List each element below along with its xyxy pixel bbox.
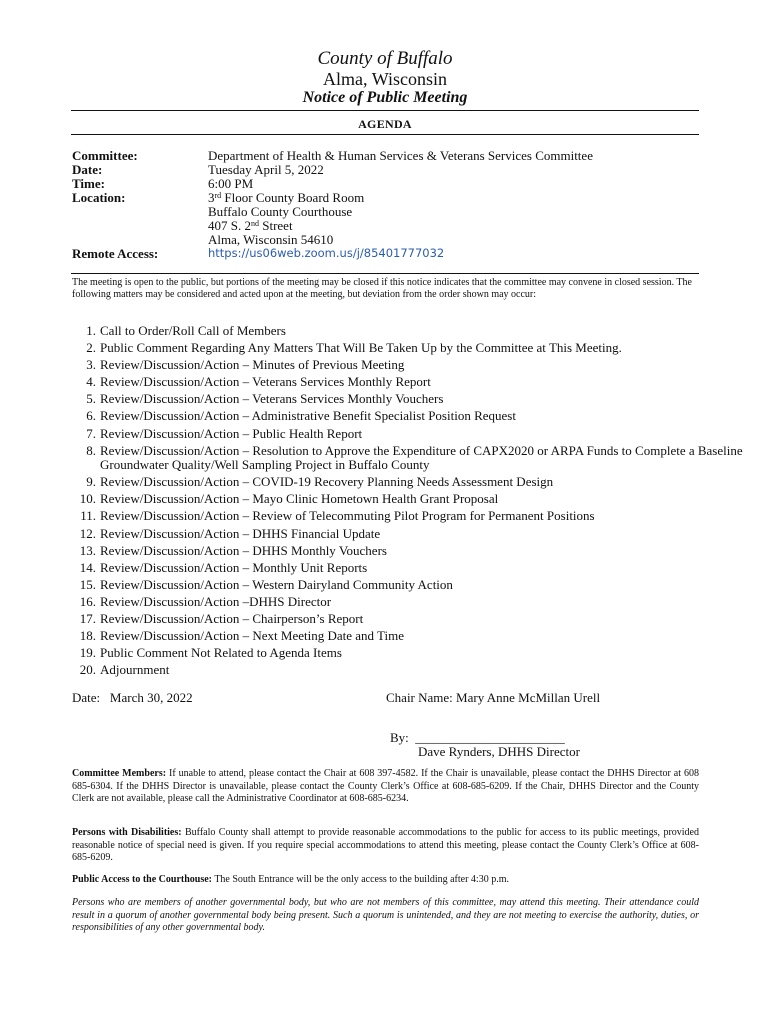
agenda-item-text: Review/Discussion/Action – Mayo Clinic Hometown Health Grant Proposal [100, 491, 499, 507]
agenda-item [72, 595, 770, 610]
city-title: Alma, Wisconsin [323, 69, 447, 89]
county-title: County of Buffalo [317, 48, 453, 69]
location-line-2: Buffalo County Courthouse [208, 204, 353, 219]
agenda-item-text: Review/Discussion/Action – Public Health Report [100, 425, 363, 441]
committee-members-note: Committee Members: If unable to attend, please contact the Chair at 608 397-4582. If the Chair is unavailable, please contact the DHHS Director at 608 685-6304. If the DHHS Director is unavailable, please contact the County Clerk’s Office at 608-685-6209. If the Chair, DHHS Director and the County Clerk are not available, please call the Administrative Coordinator at 608-685-6234. [72, 768, 699, 804]
agenda-item-number: 2. [86, 340, 96, 356]
intro-text: The meeting is open to the public, but portions of the meeting may be closed if this notice indicates that the committee may convene in closed session. The following matters may be considered and acted upon at the meeting, but deviation from the order shown may occur: [72, 277, 692, 300]
disabilities-note: Persons with Disabilities: Buffalo County shall attempt to provide reasonable accommodations to the public for access to its public meetings, provided reasonable notice of special need is given. If you require special accommodations to attend this meeting, please contact the County Clerk’s Office at 608-685-6209. [72, 827, 699, 863]
agenda-item-text: Public Comment Not Related to Agenda Items [100, 645, 342, 661]
agenda-item-number: 4. [86, 374, 96, 390]
courthouse-access-note: Public Access to the Courthouse: The South Entrance will be the only access to the building after 4:30 p.m. [72, 874, 509, 885]
agenda-item-text: Review/Discussion/Action – Western Dairyland Community Action [100, 576, 453, 592]
agenda-item [72, 375, 770, 390]
agenda-item-number: 1. [86, 323, 96, 338]
agenda-item-number: 6. [86, 408, 96, 424]
zoom-link[interactable]: https://us06web.zoom.us/j/85401777032 [208, 246, 445, 260]
agenda-item [72, 509, 770, 524]
details-rule [71, 273, 699, 274]
agenda-item [72, 427, 770, 442]
agenda-list [72, 324, 770, 680]
agenda-item-text: Review/Discussion/Action – DHHS Monthly Vouchers [100, 542, 387, 558]
agenda-item [72, 578, 770, 593]
agenda-item [72, 646, 770, 661]
remote-access-label: Remote Access: [72, 246, 159, 261]
agenda-item-number: 15. [79, 576, 96, 592]
location-label: Location: [72, 190, 126, 205]
agenda-item-number: 14. [79, 559, 96, 575]
agenda-item-text: Review/Discussion/Action – DHHS Financial Update [100, 525, 381, 541]
location-line-4: Alma, Wisconsin 54610 [208, 232, 334, 247]
agenda-item [72, 341, 770, 356]
agenda-item-text: Review/Discussion/Action – Administrative Benefit Specialist Position Request [100, 408, 516, 424]
agenda-item-number: 18. [79, 628, 96, 644]
agenda-item-text: Review/Discussion/Action – COVID-19 Recovery Planning Needs Assessment Design [100, 474, 554, 490]
committee-label: Committee: [72, 148, 138, 163]
agenda-item-text: Review/Discussion/Action – Next Meeting Date and Time [100, 628, 405, 644]
agenda-item [72, 629, 770, 644]
date-value: Tuesday April 5, 2022 [208, 162, 324, 177]
agenda-item-text: Review/Discussion/Action – Chairperson’s Report [100, 611, 364, 626]
agenda-item [72, 492, 770, 507]
agenda-item [72, 409, 770, 424]
agenda-item [72, 444, 770, 473]
agenda-item-text: Review/Discussion/Action –DHHS Director [100, 593, 332, 609]
agenda-item [72, 358, 770, 373]
agenda-item [72, 392, 770, 407]
agenda-item-text: Review/Discussion/Action – Minutes of Previous Meeting [100, 357, 405, 373]
chair-name: Chair Name: Mary Anne McMillan Urell [386, 690, 601, 705]
agenda-item-number: 5. [86, 391, 96, 407]
agenda-item-number: 16. [79, 593, 96, 609]
agenda-item-number: 3. [86, 357, 96, 373]
agenda-item-number: 10. [79, 491, 96, 507]
agenda-item-text: Review/Discussion/Action – Veterans Services Monthly Report [100, 374, 431, 390]
agenda-item [72, 527, 770, 542]
header-rule [71, 110, 699, 111]
agenda-heading: AGENDA [358, 117, 412, 131]
location-line-1: 3rd Floor County Board Room [208, 190, 365, 205]
committee-value: Department of Health & Human Services & Veterans Services Committee [208, 148, 593, 163]
agenda-item [72, 544, 770, 559]
agenda-item-text: Review/Discussion/Action – Resolution to Approve the Expenditure of CAPX2020 or ARPA Funds to Complete a Baseline Groundwater Quality/Well Sampling Project in Buffalo County [100, 442, 743, 473]
agenda-item [72, 663, 770, 678]
date-label: Date: [72, 162, 103, 177]
notice-title: Notice of Public Meeting [302, 89, 468, 106]
agenda-item-number: 8. [86, 442, 96, 458]
agenda-item [72, 561, 770, 576]
agenda-item-number: 19. [79, 645, 96, 661]
agenda-item-text: Review/Discussion/Action – Monthly Unit Reports [100, 559, 368, 575]
signer-name: Dave Rynders, DHHS Director [418, 744, 580, 759]
agenda-item-text: Adjournment [100, 662, 170, 678]
agenda-item-text: Review/Discussion/Action – Review of Telecommuting Pilot Program for Permanent Positions [100, 508, 595, 524]
agenda-rule [71, 134, 699, 135]
agenda-item-number: 12. [79, 525, 96, 541]
agenda-item-number: 11. [80, 508, 96, 524]
time-value: 6:00 PM [208, 176, 254, 191]
agenda-item-number: 13. [79, 542, 96, 558]
agenda-item-text: Public Comment Regarding Any Matters That Will Be Taken Up by the Committee at This Meeting. [100, 340, 622, 356]
agenda-item-text: Review/Discussion/Action – Veterans Services Monthly Vouchers [100, 391, 444, 407]
agenda-item [72, 475, 770, 490]
agenda-item-number: 17. [79, 611, 96, 626]
signoff-date: Date: March 30, 2022 [72, 690, 193, 705]
agenda-item [72, 324, 770, 339]
quorum-note: Persons who are members of another governmental body, but who are not members of this committee, may attend this meeting. Their attendance could result in a quorum of another governmental body being present. Such a quorum is unintended, and they are not meeting to exercise the authority, duties, or responsibilities of any other governmental body. [72, 897, 699, 933]
by-line: By: _______________________ [390, 730, 565, 745]
agenda-item [72, 612, 770, 627]
agenda-item-number: 9. [86, 474, 96, 490]
agenda-item-number: 7. [86, 425, 96, 441]
agenda-item-number: 20. [79, 662, 96, 678]
time-label: Time: [72, 176, 105, 191]
location-line-3: 407 S. 2nd Street [208, 218, 293, 233]
agenda-item-text: Call to Order/Roll Call of Members [100, 323, 286, 338]
